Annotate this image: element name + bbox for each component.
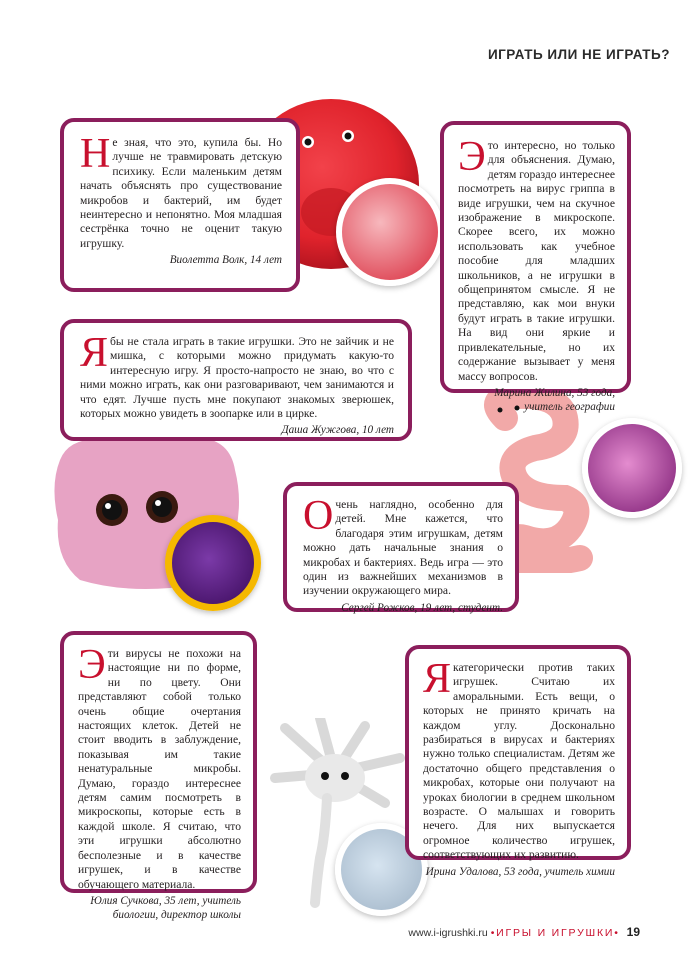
magazine-title: •ИГРЫ И ИГРУШКИ•: [490, 927, 620, 939]
page-number: 19: [626, 925, 640, 939]
website-link[interactable]: www.i-igrushki.ru: [408, 927, 488, 939]
quote-dropcap: Я: [423, 656, 452, 702]
quote-signature: Виолетта Волк, 14 лет: [169, 254, 282, 267]
quote-dropcap: Я: [80, 330, 109, 376]
section-title: ИГРАТЬ ИЛИ НЕ ИГРАТЬ?: [487, 47, 670, 62]
quote-card-4: [283, 482, 519, 612]
page-footer: [408, 925, 640, 939]
quote-signature: Марина Жилина, 53 года, учитель географии: [494, 386, 615, 413]
quote-text: е зная, что это, купила бы. Но лучше не травмировать детскую психику. Если маленьким детям начать объяснять про существование микробов и бактерий, им будет неинтересно и непонятно. Моя младшая сестрёнка точно не оценит такую игрушку.: [80, 136, 282, 250]
quote-signature: Сергей Рожков, 19 лет, студент.: [341, 601, 503, 614]
quote-dropcap: О: [303, 493, 334, 539]
quote-signature: Даша Жужгова, 10 лет: [281, 424, 394, 437]
quote-card-1: [60, 118, 300, 292]
quote-card-2: [440, 121, 631, 413]
quote-card-6: [405, 645, 631, 878]
quote-signature: Ирина Удалова, 53 года, учитель химии: [425, 865, 615, 878]
quote-card-3: [60, 319, 412, 441]
quote-text: то интересно, но только для объяснения. Думаю, детям гораздо интереснее посмотреть на вирус гриппа в виде игрушки, чем на скучное изображение в микроскопе. Скорее всего, их можно использовать как учебное пособие для младших школьников, а не игрушки в общепринятом смысле. Я не представляю, как мои внуки будут играть в такие игрушки. На вид они яркие и привлекательные, но их содержание вызывает у меня массу вопросов.: [458, 139, 615, 383]
quote-card-5: [60, 631, 257, 921]
quote-signature: Юлия Сучкова, 35 лет, учитель биологии, директор школы: [90, 894, 241, 921]
magenta-cells-micrograph: [582, 418, 682, 518]
quote-text: категорически против таких игрушек. Считаю их аморальными. Есть вещи, о которых не принято кричать на каждом углу. Досконально разбираться в вирусах и бактериях нужно только специалистам. Детям же достаточно общего представления о микробах, которые они получают на уроках биологии в среднем школьном возрасте. О малышах и говорить нечего. Для них выпускается огромное количество игрушек, соответствующих их развитию.: [423, 661, 615, 862]
quote-dropcap: Н: [80, 131, 111, 177]
blood-cells-micrograph: [336, 178, 444, 286]
quote-text: чень наглядно, особенно для детей. Мне кажется, что благодаря этим игрушкам, детям можно дать начальные знания о микробах и бактериях. Ведь игра — это один из важнейших механизмов в изучении окружающего мира.: [303, 498, 503, 598]
purple-cells-micrograph: [165, 515, 261, 611]
quote-dropcap: Э: [458, 134, 486, 180]
quote-text: бы не стала играть в такие игрушки. Это не зайчик и не мишка, с которыми можно придумать какую-то интересную игру. Я просто-напросто не знаю, во что с ними можно играть, как они разговаривают, чем занимаются и что едят. Лучше пусть мне покупают знакомых зверюшек, которых можно увидеть в зоопарке или в цирке.: [80, 335, 394, 421]
quote-dropcap: Э: [78, 642, 106, 688]
quote-text: ти вирусы не похожи на настоящие ни по форме, ни по цвету. Они представляют собой только очень общие очертания настоящих клеток. Детей не стоит вводить в заблуждение, показывая им такие ненатуральные микробы. Думаю, гораздо интереснее детям самим посмотреть в микроскопы, которые есть в каждой школе. Я считаю, что эти игрушки абсолютно бесполезные и в качестве игрушек, и в качестве обучающего материала.: [78, 647, 241, 891]
